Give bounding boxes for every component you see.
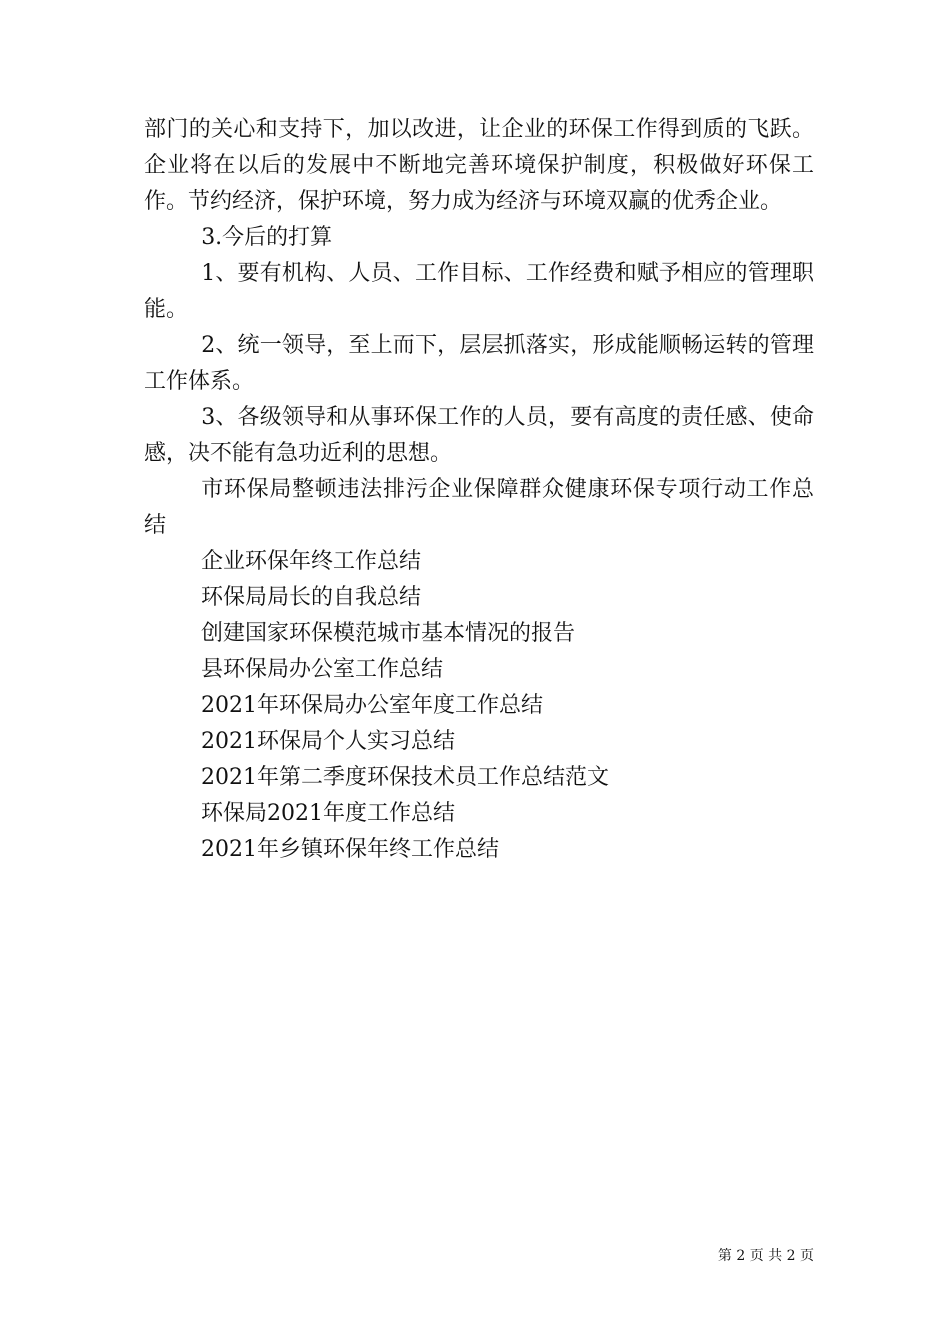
page-number: 第 2 页 共 2 页 (717, 1248, 814, 1264)
plan-item-2: 2、统一领导，至上而下，层层抓落实，形成能顺畅运转的管理工作体系。 (144, 333, 814, 394)
paragraph-continuation: 部门的关心和支持下，加以改进，让企业的环保工作得到质的飞跃。企业将在以后的发展中不断地完善环境保护制度，积极做好环保工作。节约经济，保护环境，努力成为经济与环境双赢的优秀企业。 (144, 117, 814, 214)
plan-item-3: 3、各级领导和从事环保工作的人员，要有高度的责任感、使命感，决不能有急功近利的思想。 (144, 405, 814, 466)
list-item: 2021年第二季度环保技术员工作总结范文 (201, 765, 609, 790)
related-titles-list (144, 544, 814, 868)
list-item: 创建国家环保模范城市基本情况的报告 (201, 621, 576, 646)
plan-item-1: 1、要有机构、人员、工作目标、工作经费和赋予相应的管理职能。 (144, 261, 814, 322)
list-item: 2021年环保局办公室年度工作总结 (201, 693, 543, 718)
list-item: 县环保局办公室工作总结 (201, 657, 444, 682)
list-item: 2021环保局个人实习总结 (201, 729, 455, 754)
document-body (144, 112, 814, 868)
list-item: 企业环保年终工作总结 (201, 549, 422, 574)
list-item: 2021年乡镇环保年终工作总结 (201, 837, 499, 862)
list-item: 环保局2021年度工作总结 (201, 801, 455, 826)
section-heading: 3.今后的打算 (201, 225, 333, 250)
list-item: 环保局局长的自我总结 (201, 585, 422, 610)
related-heading: 市环保局整顿违法排污企业保障群众健康环保专项行动工作总结 (144, 477, 814, 538)
